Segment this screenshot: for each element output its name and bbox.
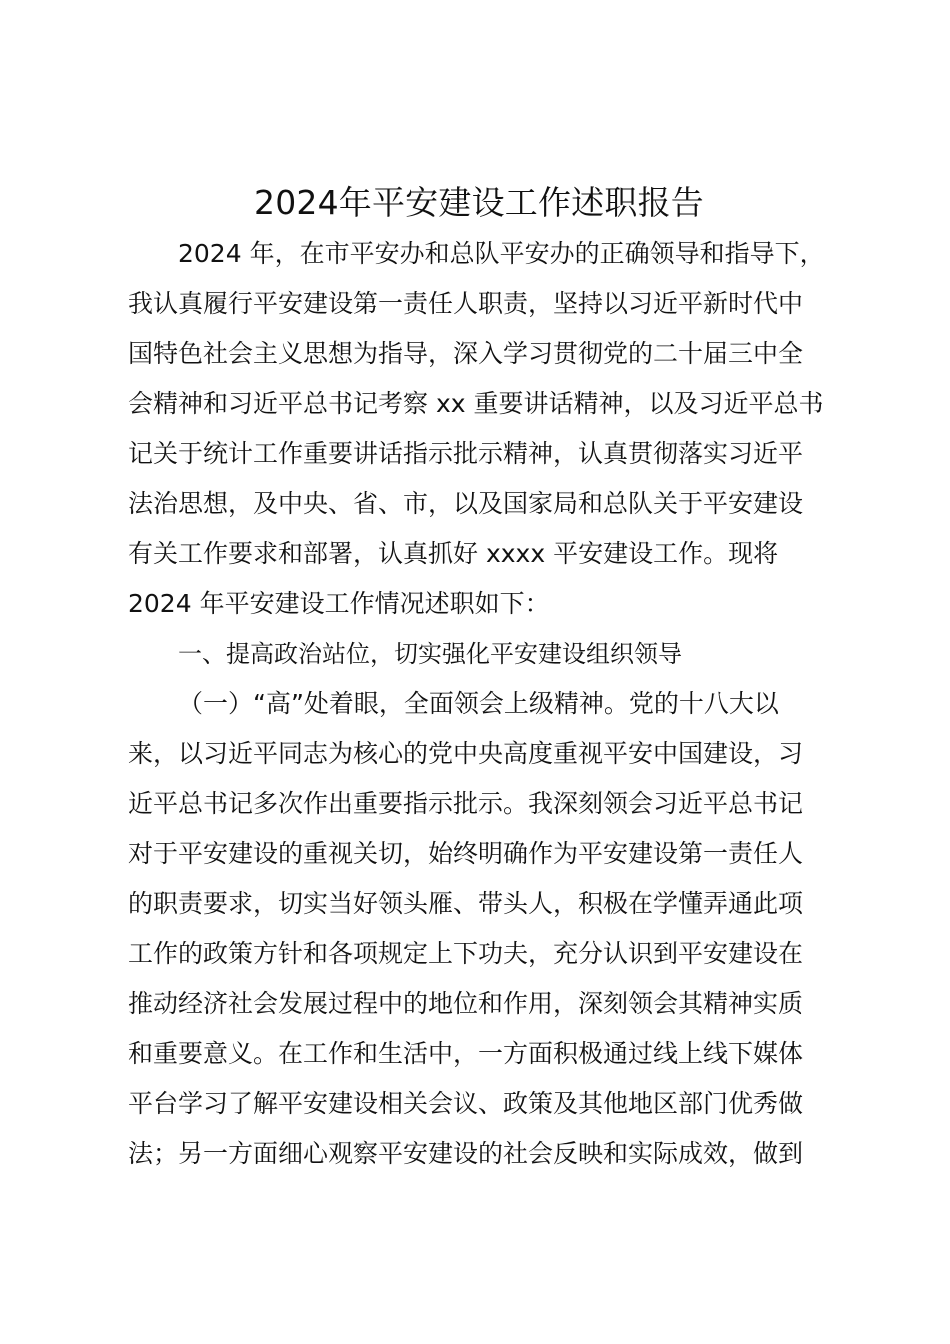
paragraph-line-8: 2024 年平安建设工作情况述职如下： (128, 589, 550, 618)
document-title: 2024年平安建设工作述职报告 (254, 183, 704, 222)
paragraph-line-17: 和重要意义。在工作和生活中，一方面积极通过线上线下媒体 (128, 1039, 804, 1068)
paragraph-line-19: 法；另一方面细心观察平安建设的社会反映和实际成效，做到 (128, 1139, 804, 1168)
paragraph-line-5: 记关于统计工作重要讲话指示批示精神，认真贯彻落实习近平 (128, 439, 804, 468)
paragraph-line-2: 我认真履行平安建设第一责任人职责，坚持以习近平新时代中 (128, 289, 804, 318)
paragraph-line-12: 近平总书记多次作出重要指示批示。我深刻领会习近平总书记 (128, 789, 804, 818)
paragraph-line-10: （一）“高”处着眼，全面领会上级精神。党的十八大以 (178, 689, 779, 718)
paragraph-line-16: 推动经济社会发展过程中的地位和作用，深刻领会其精神实质 (128, 989, 804, 1018)
paragraph-line-14: 的职责要求，切实当好领头雁、带头人，积极在学懂弄通此项 (128, 889, 804, 918)
paragraph-line-7: 有关工作要求和部署，认真抓好 xxxx 平安建设工作。现将 (128, 539, 779, 568)
paragraph-line-6: 法治思想，及中央、省、市，以及国家局和总队关于平安建设 (128, 489, 804, 518)
paragraph-line-18: 平台学习了解平安建设相关会议、政策及其他地区部门优秀做 (128, 1089, 804, 1118)
paragraph-line-1: 2024 年，在市平安办和总队平安办的正确领导和指导下， (178, 239, 825, 268)
paragraph-line-4: 会精神和习近平总书记考察 xx 重要讲话精神，以及习近平总书 (128, 389, 824, 418)
paragraph-line-13: 对于平安建设的重视关切，始终明确作为平安建设第一责任人 (128, 839, 804, 868)
paragraph-line-15: 工作的政策方针和各项规定上下功夫，充分认识到平安建设在 (128, 939, 804, 968)
paragraph-line-11: 来，以习近平同志为核心的党中央高度重视平安中国建设，习 (128, 739, 804, 768)
paragraph-line-3: 国特色社会主义思想为指导，深入学习贯彻党的二十届三中全 (128, 339, 804, 368)
section-heading-1: 一、提高政治站位，切实强化平安建设组织领导 (178, 640, 682, 668)
